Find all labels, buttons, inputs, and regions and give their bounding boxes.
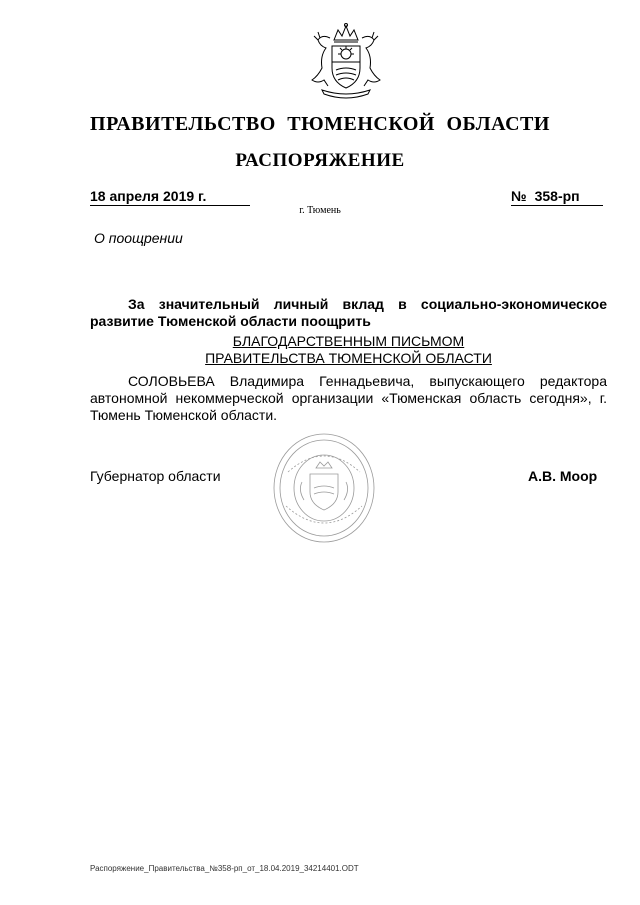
document-subject: О поощрении (94, 230, 183, 246)
signature-role: Губернатор области (90, 468, 221, 484)
document-type: РАСПОРЯЖЕНИЕ (235, 150, 405, 171)
coat-of-arms-icon (304, 22, 388, 100)
recipient-paragraph: СОЛОВЬЕВА Владимира Геннадьевича, выпускающего редактора автономной некоммерческой организации «Тюменская область сегодня», г. Тюмень Тюменской области. (90, 373, 607, 423)
signer-name: А.В. Моор (528, 468, 598, 484)
award-line-1: БЛАГОДАРСТВЕННЫМ ПИСЬМОМ (232, 333, 465, 349)
document-city: г. Тюмень (299, 205, 341, 216)
intro-paragraph: За значительный личный вклад в социально-экономическое развитие Тюменской области поощрить (90, 296, 607, 329)
file-footer: Распоряжение_Правительства_№358-рп_от_18.04.2019_34214401.ODT (90, 864, 359, 873)
award-title (90, 333, 607, 367)
document-date: 18 апреля 2019 г. (90, 187, 250, 206)
award-line-2: ПРАВИТЕЛЬСТВА ТЮМЕНСКОЙ ОБЛАСТИ (205, 350, 492, 366)
document-number-field (511, 187, 603, 206)
document-number: 358-рп (534, 188, 580, 204)
official-seal-icon (272, 432, 376, 544)
number-sign: № (511, 188, 527, 204)
government-title: ПРАВИТЕЛЬСТВО ТЮМЕНСКОЙ ОБЛАСТИ (90, 113, 550, 135)
